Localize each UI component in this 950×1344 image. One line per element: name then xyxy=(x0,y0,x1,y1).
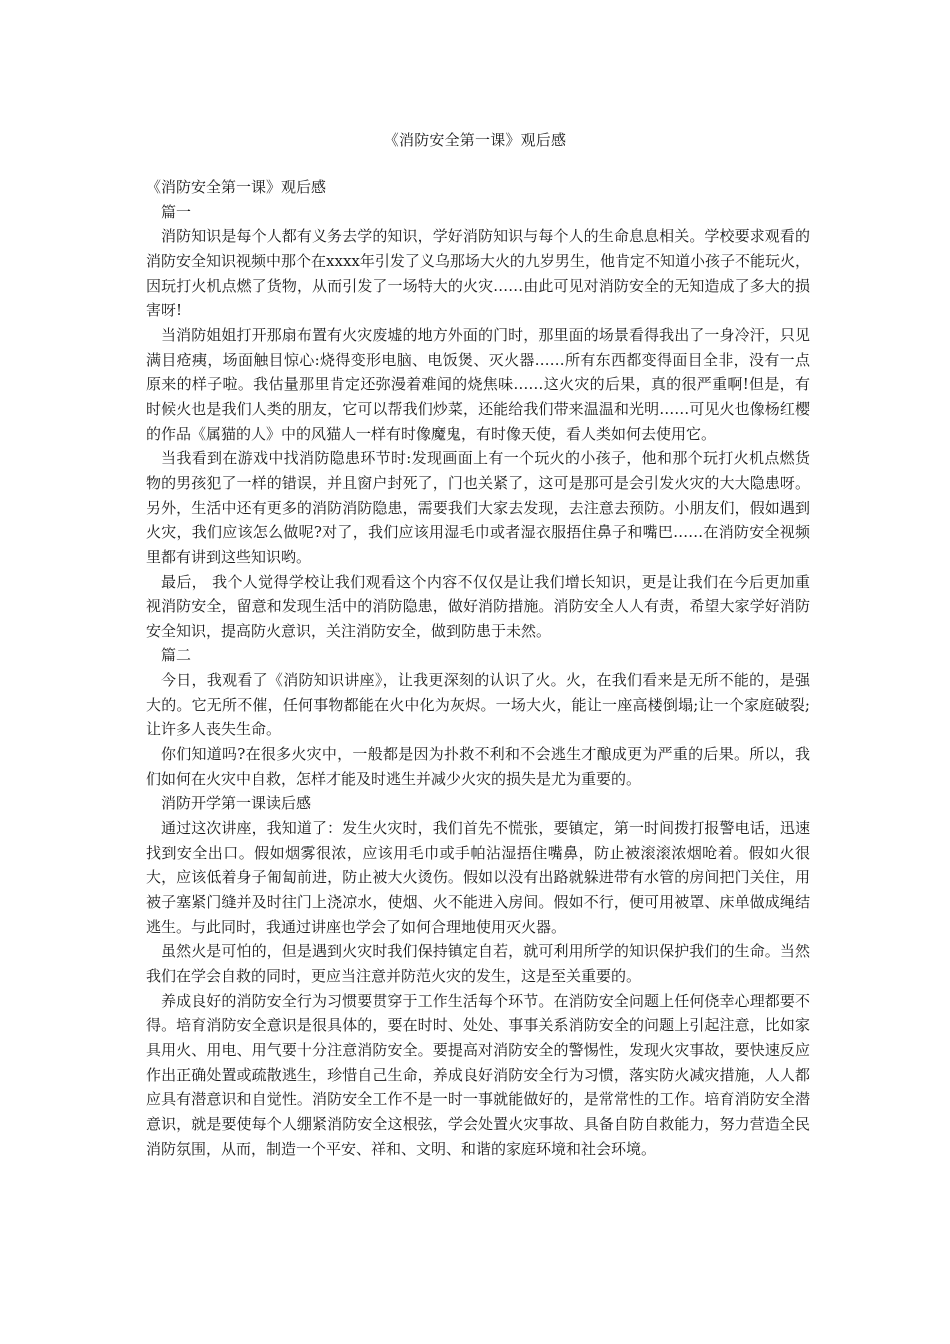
paragraph: 养成良好的消防安全行为习惯要贯穿于工作生活每个环节。在消防安全问题上任何侥幸心理都要不得。培育消防安全意识是很具体的，要在时时、处处、事事关系消防安全的问题上引起注意，比如家具用火、用电、用气要十分注意消防安全。要提高对消防安全的警惕性，发现火灾事故，要快速反应作出正确处置或疏散逃生，珍惜自己生命，养成良好消防安全行为习惯，落实防火减灾措施，人人都应具有潜意识和自觉性。消防安全工作不是一时一事就能做好的，是常常性的工作。培育消防安全潜意识，就是要使每个人绷紧消防安全这根弦，学会处置火灾事故、具备自防自救能力，努力营造全民消防氛围，从而，制造一个平安、祥和、文明、和谐的家庭环境和社会环境。 xyxy=(146,991,810,1158)
paragraph: 通过这次讲座，我知道了：发生火灾时，我们首先不慌张，要镇定，第一时间拨打报警电话，迅速找到安全出口。假如烟雾很浓，应该用毛巾或手帕沾湿捂住嘴鼻，防止被滚滚浓烟呛着。假如火很大，应该低着身子匍匐前进，防止被大火烫伤。假如以没有出路就躲进带有水管的房间把门关住，用被子塞紧门缝并及时往门上浇凉水，使烟、火不能进入房间。假如不行，便可用被罩、床单做成绳结逃生。与此同时，我通过讲座也学会了如何合理地使用灭火器。 xyxy=(146,819,810,936)
paragraph: 消防知识是每个人都有义务去学的知识，学好消防知识与每个人的生命息息相关。学校要求观看的消防安全知识视频中那个在xxxx年引发了义乌那场大火的九岁男生，他肯定不知道小孩子不能玩火，因玩打火机点燃了货物，从而引发了一场特大的火灾……由此可见对消防安全的无知造成了多大的损害呀! xyxy=(146,227,810,320)
document-body xyxy=(146,175,810,1161)
section-label-part-two: 篇二 xyxy=(161,646,192,665)
section-label-part-one: 篇一 xyxy=(161,202,192,221)
paragraph: 虽然火是可怕的，但是遇到火灾时我们保持镇定自若，就可利用所学的知识保护我们的生命。当然我们在学会自救的同时，更应当注意并防范火灾的发生，这是至关重要的。 xyxy=(146,942,810,985)
document-title: 《消防安全第一课》观后感 xyxy=(383,131,567,149)
paragraph: 最后， 我个人觉得学校让我们观看这个内容不仅仅是让我们增长知识，更是让我们在今后更加重视消防安全，留意和发现生活中的消防隐患，做好消防措施。消防安全人人有责，希望大家学好消防安全知识，提高防火意识，关注消防安全，做到防患于未然。 xyxy=(146,572,810,640)
paragraph: 你们知道吗?在很多火灾中，一般都是因为扑救不利和不会逃生才酿成更为严重的后果。所以，我们如何在火灾中自救，怎样才能及时逃生并减少火灾的损失是尤为重要的。 xyxy=(146,745,810,788)
paragraph: 今日，我观看了《消防知识讲座》，让我更深刻的认识了火。火，在我们看来是无所不能的，是强大的。它无所不催，任何事物都能在火中化为灰烬。一场大火，能让一座高楼倒塌;让一个家庭破裂;让许多人丧失生命。 xyxy=(146,671,810,739)
paragraph: 当消防姐姐打开那扇布置有火灾废墟的地方外面的门时，那里面的场景看得我出了一身冷汗，只见满目疮痍，场面触目惊心:烧得变形电脑、电饭煲、灭火器……所有东西都变得面目全非，没有一点原来的样子啦。我估量那里肯定还弥漫着难闻的烧焦味……这火灾的后果，真的很严重啊!但是，有时候火也是我们人类的朋友，它可以帮我们炒菜，还能给我们带来温温和光明……可见火也像杨红樱的作品《属猫的人》中的风猫人一样有时像魔鬼，有时像天使，看人类如何去使用它。 xyxy=(146,325,810,443)
paragraph: 当我看到在游戏中找消防隐患环节时:发现画面上有一个玩火的小孩子，他和那个玩打火机点燃货物的男孩犯了一样的错误，并且窗户封死了，门也关紧了，这可是那可是会引发火灾的大大隐患呀。另外，生活中还有更多的消防消防隐患，需要我们大家去发现，去注意去预防。小朋友们，假如遇到火灾，我们应该怎么做呢?对了，我们应该用湿毛巾或者湿衣服捂住鼻子和嘴巴……在消防安全视频里都有讲到这些知识哟。 xyxy=(146,449,810,566)
section-label-reflection: 消防开学第一课读后感 xyxy=(161,794,312,813)
essay-heading: 《消防安全第一课》观后感 xyxy=(146,178,327,196)
